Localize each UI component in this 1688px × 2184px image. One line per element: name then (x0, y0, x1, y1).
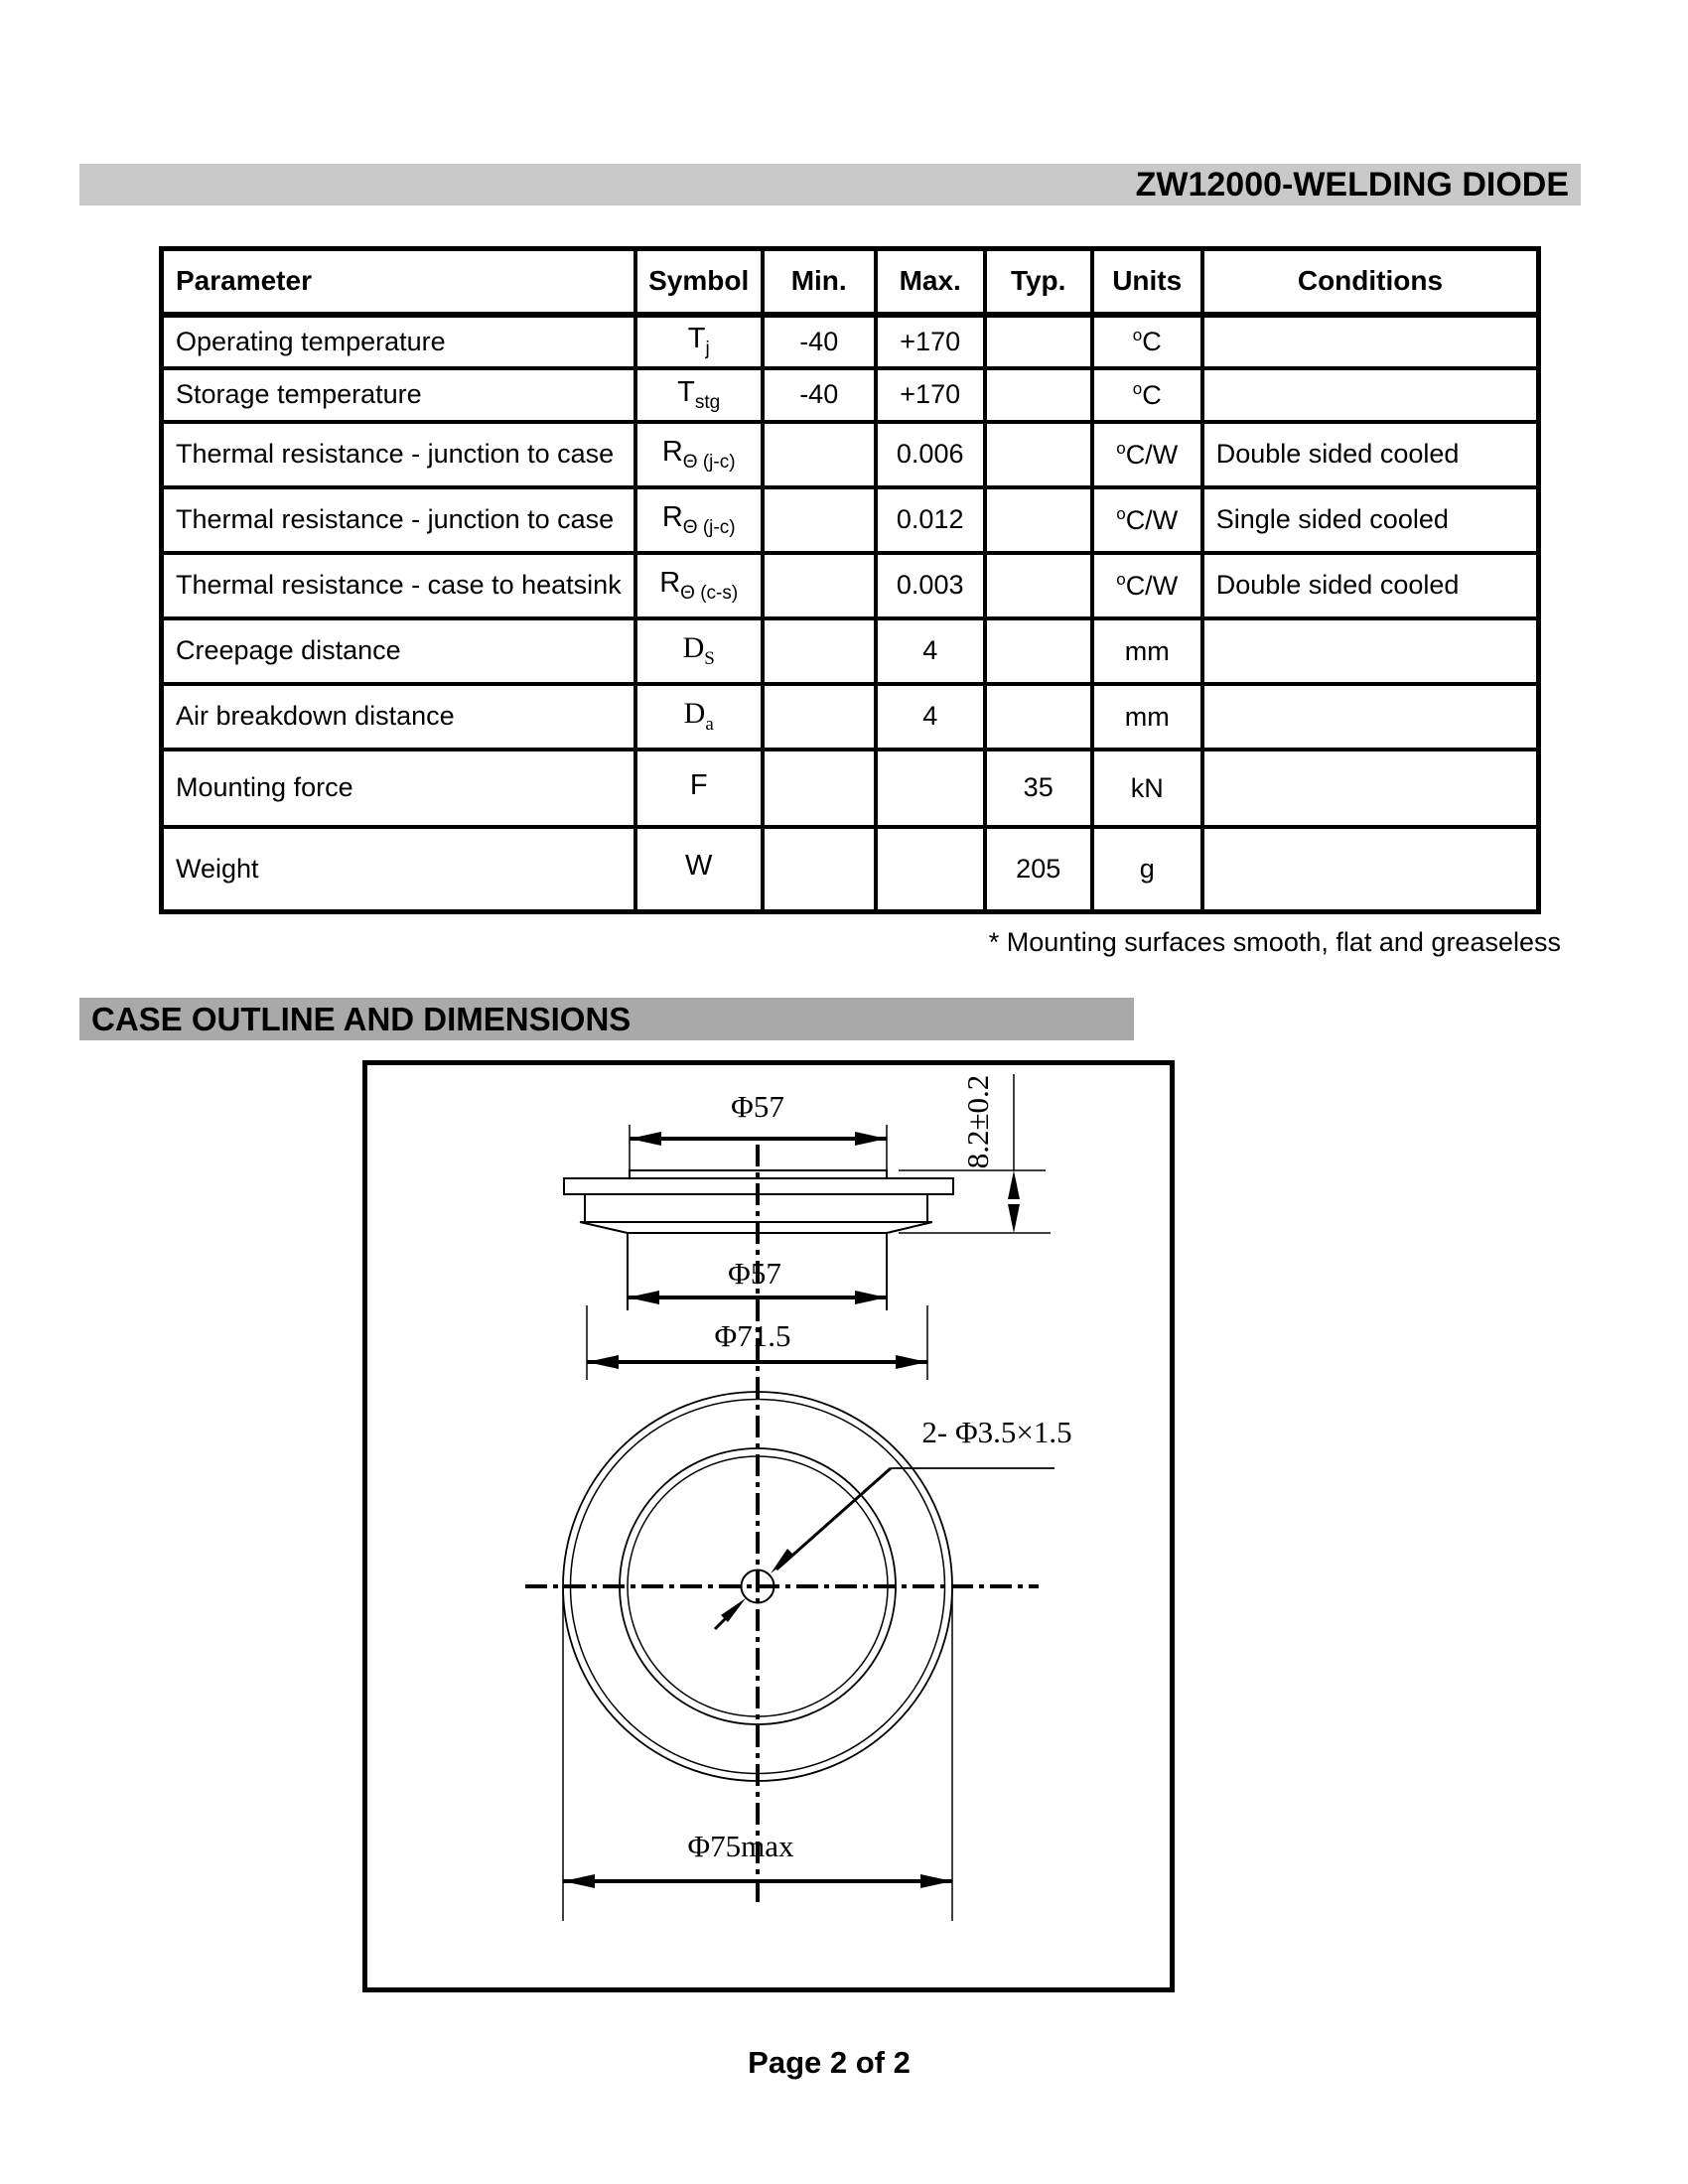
cell-max: +170 (876, 368, 985, 422)
arrowhead (630, 1132, 661, 1146)
arrowhead (628, 1291, 659, 1304)
cell-min (763, 827, 876, 912)
dim-label-mid-diameter: Φ57 (728, 1256, 781, 1291)
table-row (162, 368, 1539, 422)
arrowhead (855, 1132, 887, 1146)
cell-units: $^o$C (1092, 368, 1202, 422)
cell-conditions (1202, 750, 1539, 827)
arrowhead (896, 1355, 927, 1369)
title-bar (79, 164, 1581, 205)
case-outline-svg (367, 1065, 1170, 1987)
arrowhead (1008, 1204, 1020, 1233)
cell-parameter: Thermal resistance - junction to case (162, 422, 635, 487)
cell-typ (985, 487, 1092, 553)
cell-typ (985, 422, 1092, 487)
cell-parameter: Mounting force (162, 750, 635, 827)
table-row (162, 750, 1539, 827)
cell-conditions (1202, 618, 1539, 684)
cell-conditions: Double sided cooled (1202, 422, 1539, 487)
cell-min (763, 684, 876, 750)
table-row (162, 422, 1539, 487)
col-header-conditions: Conditions (1202, 249, 1539, 315)
cell-min (763, 422, 876, 487)
cell-min: -40 (763, 315, 876, 368)
cell-symbol: $T_{stg}$ (677, 375, 721, 413)
table-row (162, 553, 1539, 618)
cell-min (763, 618, 876, 684)
cell-typ (985, 315, 1092, 368)
arrowhead (563, 1874, 595, 1888)
cell-units: $^o$C (1092, 315, 1202, 368)
leader-diagonal (776, 1468, 891, 1570)
arrowhead (920, 1874, 952, 1888)
cell-max: 0.006 (876, 422, 985, 487)
section-bar (79, 998, 1134, 1040)
cell-symbol: $T_j$ (687, 323, 710, 359)
table-row (162, 684, 1539, 750)
cell-parameter: Weight (162, 827, 635, 912)
arrowhead (587, 1355, 619, 1369)
cell-units: kN (1092, 750, 1202, 827)
cell-typ: 35 (985, 750, 1092, 827)
cell-typ (985, 618, 1092, 684)
cell-units: g (1092, 827, 1202, 912)
section-title: CASE OUTLINE AND DIMENSIONS (91, 1001, 632, 1037)
table-row (162, 487, 1539, 553)
cell-max: 0.012 (876, 487, 985, 553)
cell-typ: 205 (985, 827, 1092, 912)
page-title: ZW12000-WELDING DIODE (1135, 166, 1569, 204)
cell-conditions (1202, 827, 1539, 912)
cell-conditions (1202, 684, 1539, 750)
cell-units: $^o$C/W (1092, 553, 1202, 618)
ratings-table (159, 246, 1541, 914)
cell-symbol: F (689, 768, 708, 801)
cell-conditions: Double sided cooled (1202, 553, 1539, 618)
cell-symbol: $R_{\Theta (j-c)}$ (661, 500, 736, 538)
col-header-max: Max. (876, 249, 985, 315)
col-header-min: Min. (763, 249, 876, 315)
cell-units: mm (1092, 618, 1202, 684)
skirt-chamfer-right (887, 1222, 932, 1233)
cell-min (763, 487, 876, 553)
cell-parameter: Creepage distance (162, 618, 635, 684)
cell-min (763, 750, 876, 827)
arrowhead (855, 1291, 887, 1304)
cell-conditions: Single sided cooled (1202, 487, 1539, 553)
cell-symbol: $D_a$ (683, 697, 714, 735)
cell-max: +170 (876, 315, 985, 368)
cell-max: 4 (876, 618, 985, 684)
dim-label-top-diameter: Φ57 (731, 1089, 784, 1124)
case-outline-drawing (362, 1060, 1175, 1992)
cell-units: $^o$C/W (1092, 487, 1202, 553)
cell-max: 4 (876, 684, 985, 750)
mounting-footnote: * Mounting surfaces smooth, flat and greaseless (988, 927, 1561, 957)
col-header-parameter: Parameter (162, 249, 635, 315)
dim-label-holes: 2- Φ3.5×1.5 (921, 1415, 1072, 1449)
cell-min (763, 553, 876, 618)
dim-label-bottom-diameter: Φ75max (687, 1829, 794, 1863)
cell-symbol: $R_{\Theta (c-s)}$ (659, 566, 739, 604)
cell-max: 0.003 (876, 553, 985, 618)
cell-conditions (1202, 315, 1539, 368)
cell-units: mm (1092, 684, 1202, 750)
skirt-chamfer-left (580, 1222, 628, 1233)
cell-typ (985, 368, 1092, 422)
cell-symbol: W (685, 850, 713, 883)
arrowhead (771, 1549, 794, 1573)
arrowhead (721, 1598, 746, 1622)
col-header-typ: Typ. (985, 249, 1092, 315)
cell-symbol: $D_S$ (682, 631, 715, 669)
arrowhead (1008, 1170, 1020, 1199)
table-row (162, 827, 1539, 912)
dim-label-flange-diameter: Φ71.5 (714, 1318, 791, 1353)
cell-parameter: Storage temperature (162, 368, 635, 422)
cell-parameter: Thermal resistance - junction to case (162, 487, 635, 553)
col-header-symbol: Symbol (635, 249, 763, 315)
cell-symbol: $R_{\Theta (j-c)}$ (661, 435, 736, 473)
cell-typ (985, 553, 1092, 618)
cell-max (876, 750, 985, 827)
table-row (162, 315, 1539, 368)
cell-min: -40 (763, 368, 876, 422)
table-header-row (162, 249, 1539, 315)
cell-parameter: Operating temperature (162, 315, 635, 368)
dim-label-height: 8.2±0.2 (960, 1074, 995, 1169)
cell-max (876, 827, 985, 912)
cell-conditions (1202, 368, 1539, 422)
col-header-units: Units (1092, 249, 1202, 315)
table-row (162, 618, 1539, 684)
page-number: Page 2 of 2 (748, 2045, 911, 2080)
cell-parameter: Air breakdown distance (162, 684, 635, 750)
cell-typ (985, 684, 1092, 750)
cell-parameter: Thermal resistance - case to heatsink (162, 553, 635, 618)
cell-units: $^o$C/W (1092, 422, 1202, 487)
